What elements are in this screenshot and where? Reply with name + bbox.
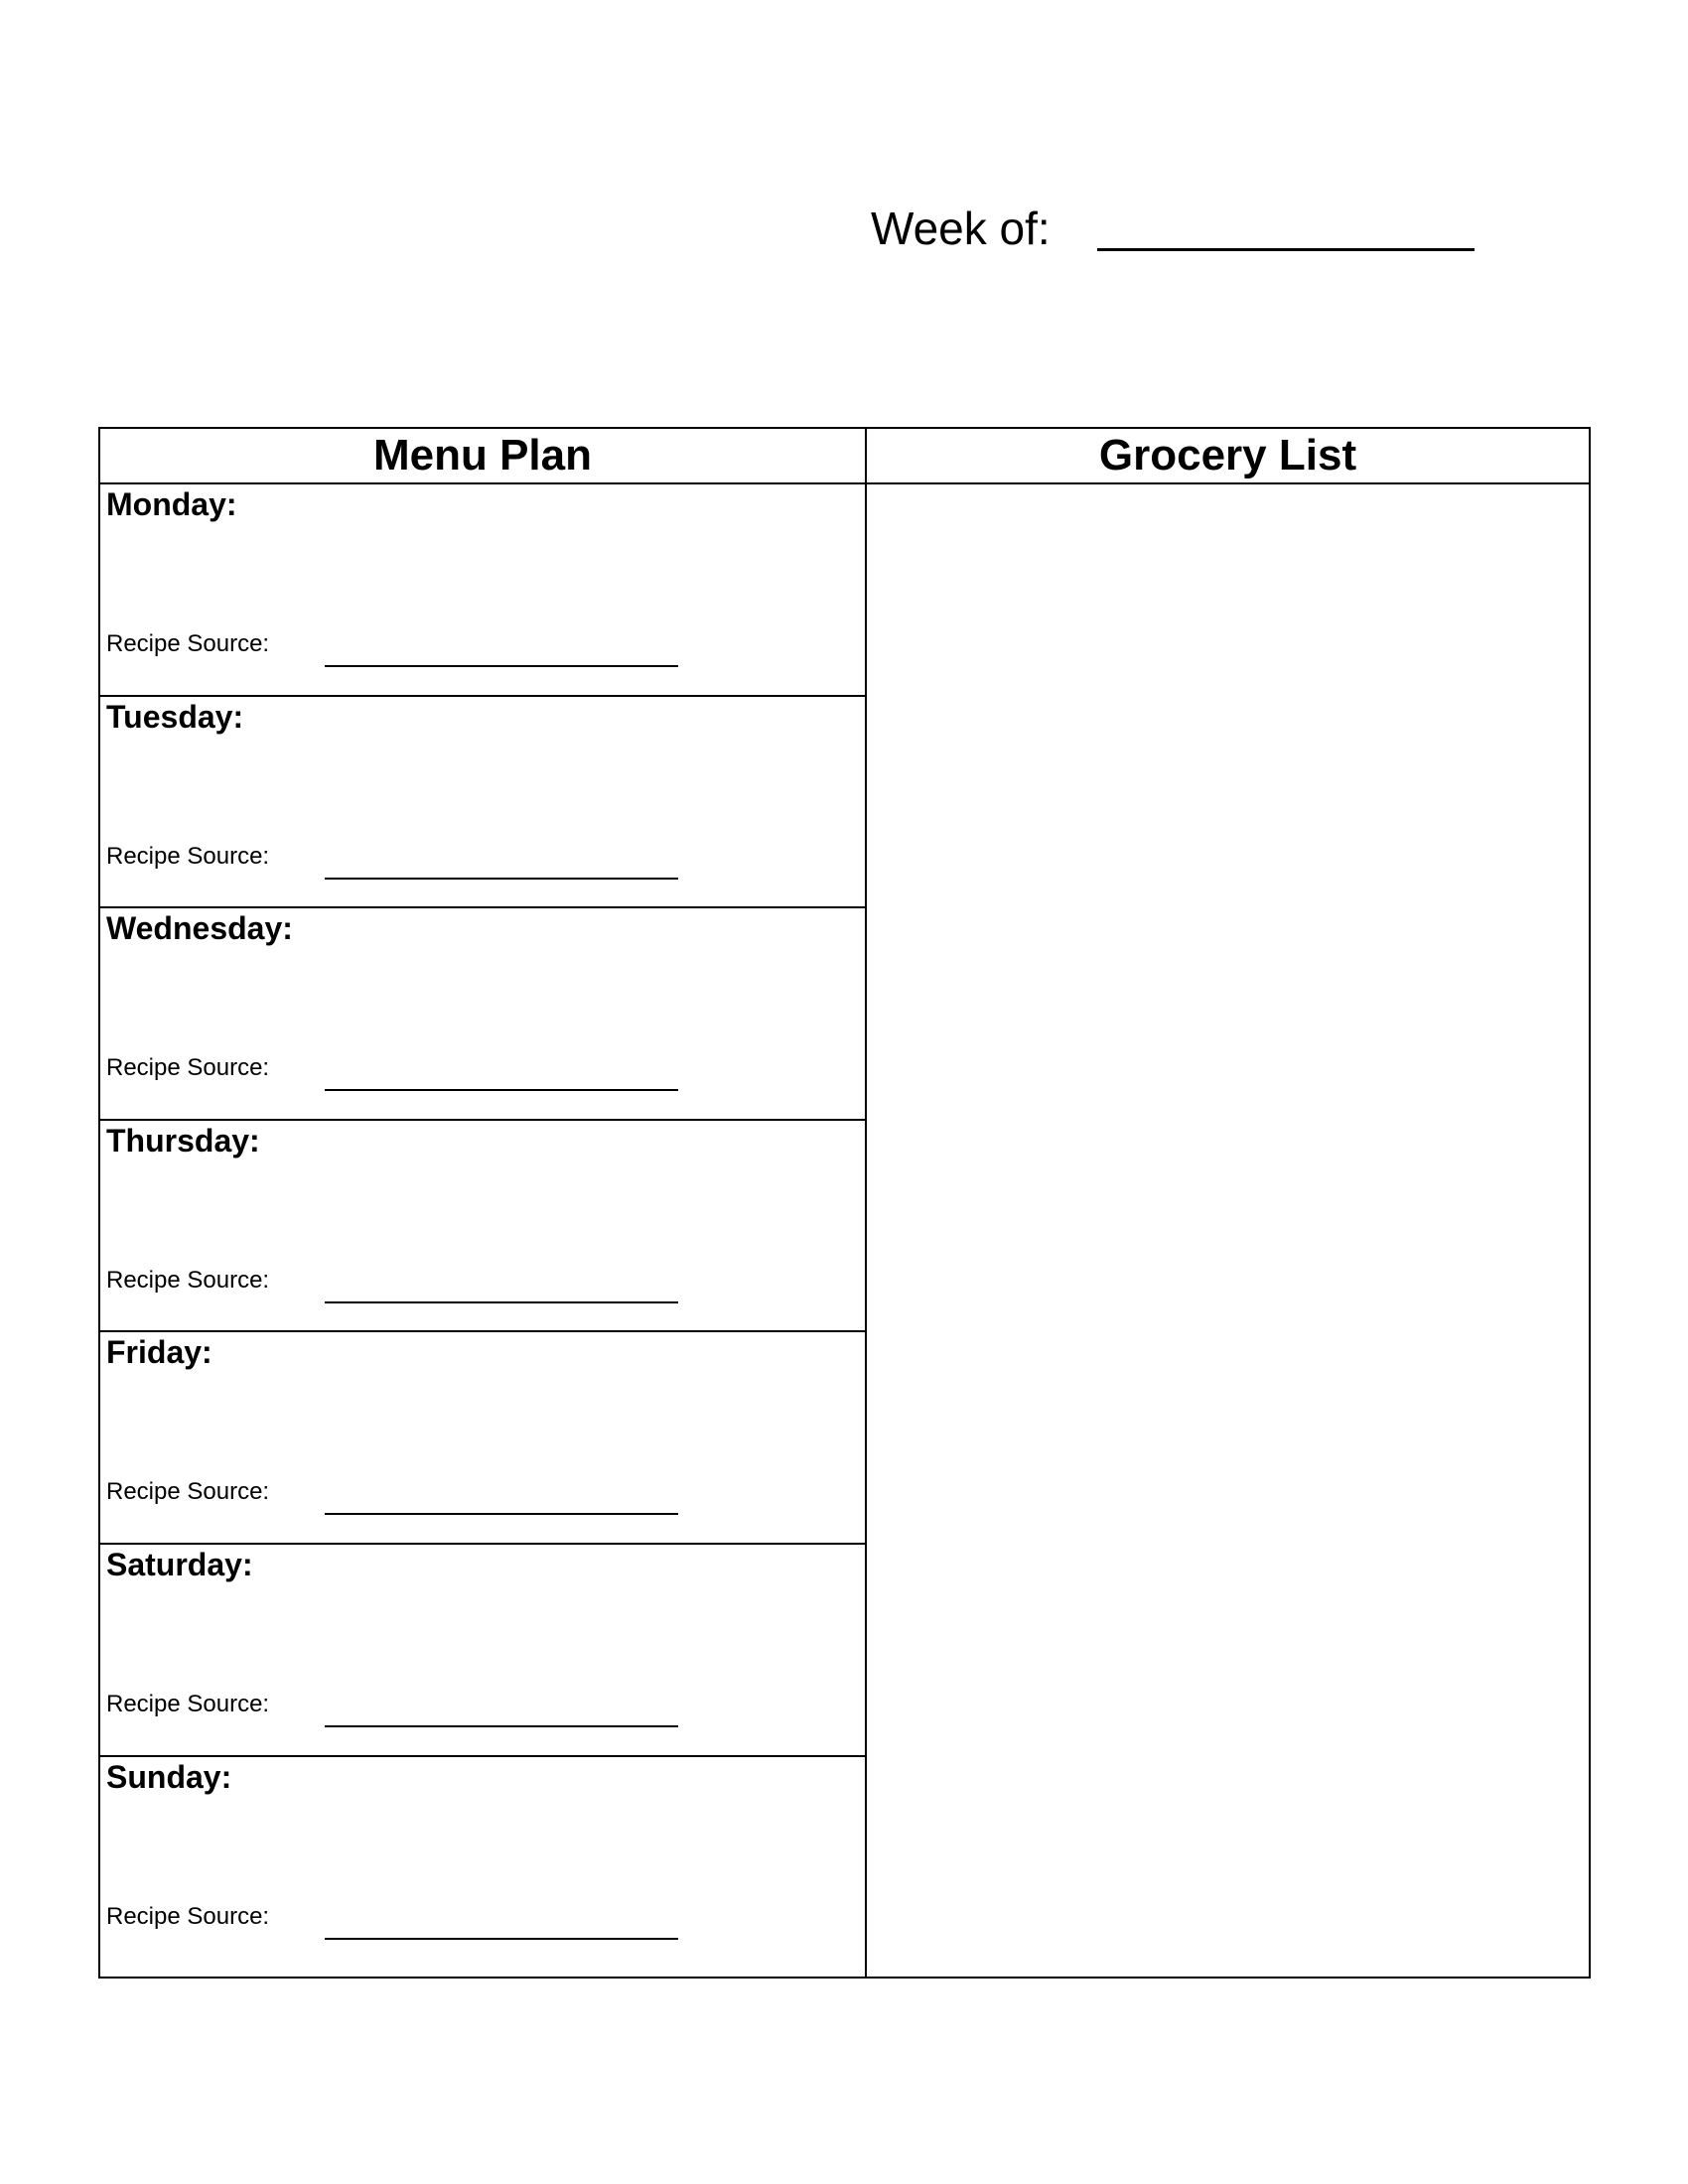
recipe-source-label: Recipe Source:	[106, 630, 270, 657]
recipe-source-label: Recipe Source:	[106, 1054, 270, 1082]
recipe-source-label: Recipe Source:	[106, 1902, 270, 1930]
recipe-source-field[interactable]	[325, 1089, 678, 1091]
grocery-list-header: Grocery List	[1098, 431, 1357, 479]
recipe-source-label: Recipe Source:	[106, 842, 270, 870]
week-of-label: Week of:	[871, 203, 1051, 254]
day-label: Friday:	[106, 1334, 212, 1371]
recipe-source-field[interactable]	[325, 878, 678, 880]
day-section-monday	[100, 484, 865, 697]
recipe-source-field[interactable]	[325, 1513, 678, 1515]
recipe-source-field[interactable]	[325, 1938, 678, 1940]
recipe-source-field[interactable]	[325, 665, 678, 667]
day-label: Saturday:	[106, 1546, 253, 1582]
recipe-source-field[interactable]	[325, 1725, 678, 1727]
day-section-thursday	[100, 1121, 865, 1333]
recipe-source-label: Recipe Source:	[106, 1690, 270, 1717]
day-label: Thursday:	[106, 1122, 260, 1159]
day-section-sunday	[100, 1757, 865, 1970]
week-of-field[interactable]	[1097, 248, 1475, 251]
day-label: Wednesday:	[106, 910, 293, 947]
recipe-source-label: Recipe Source:	[106, 1266, 270, 1294]
planner-table	[98, 427, 1591, 1979]
day-section-tuesday	[100, 697, 865, 909]
recipe-source-label: Recipe Source:	[106, 1478, 270, 1506]
day-label: Monday:	[106, 486, 237, 522]
day-section-wednesday	[100, 908, 865, 1121]
menu-plan-header: Menu Plan	[372, 431, 593, 479]
menu-plan-column	[100, 484, 865, 1969]
grocery-list-area[interactable]	[867, 484, 1589, 1977]
day-section-friday	[100, 1332, 865, 1545]
day-label: Tuesday:	[106, 698, 244, 735]
header-row	[100, 429, 1589, 484]
recipe-source-field[interactable]	[325, 1301, 678, 1303]
day-section-saturday	[100, 1545, 865, 1757]
day-label: Sunday:	[106, 1758, 232, 1795]
